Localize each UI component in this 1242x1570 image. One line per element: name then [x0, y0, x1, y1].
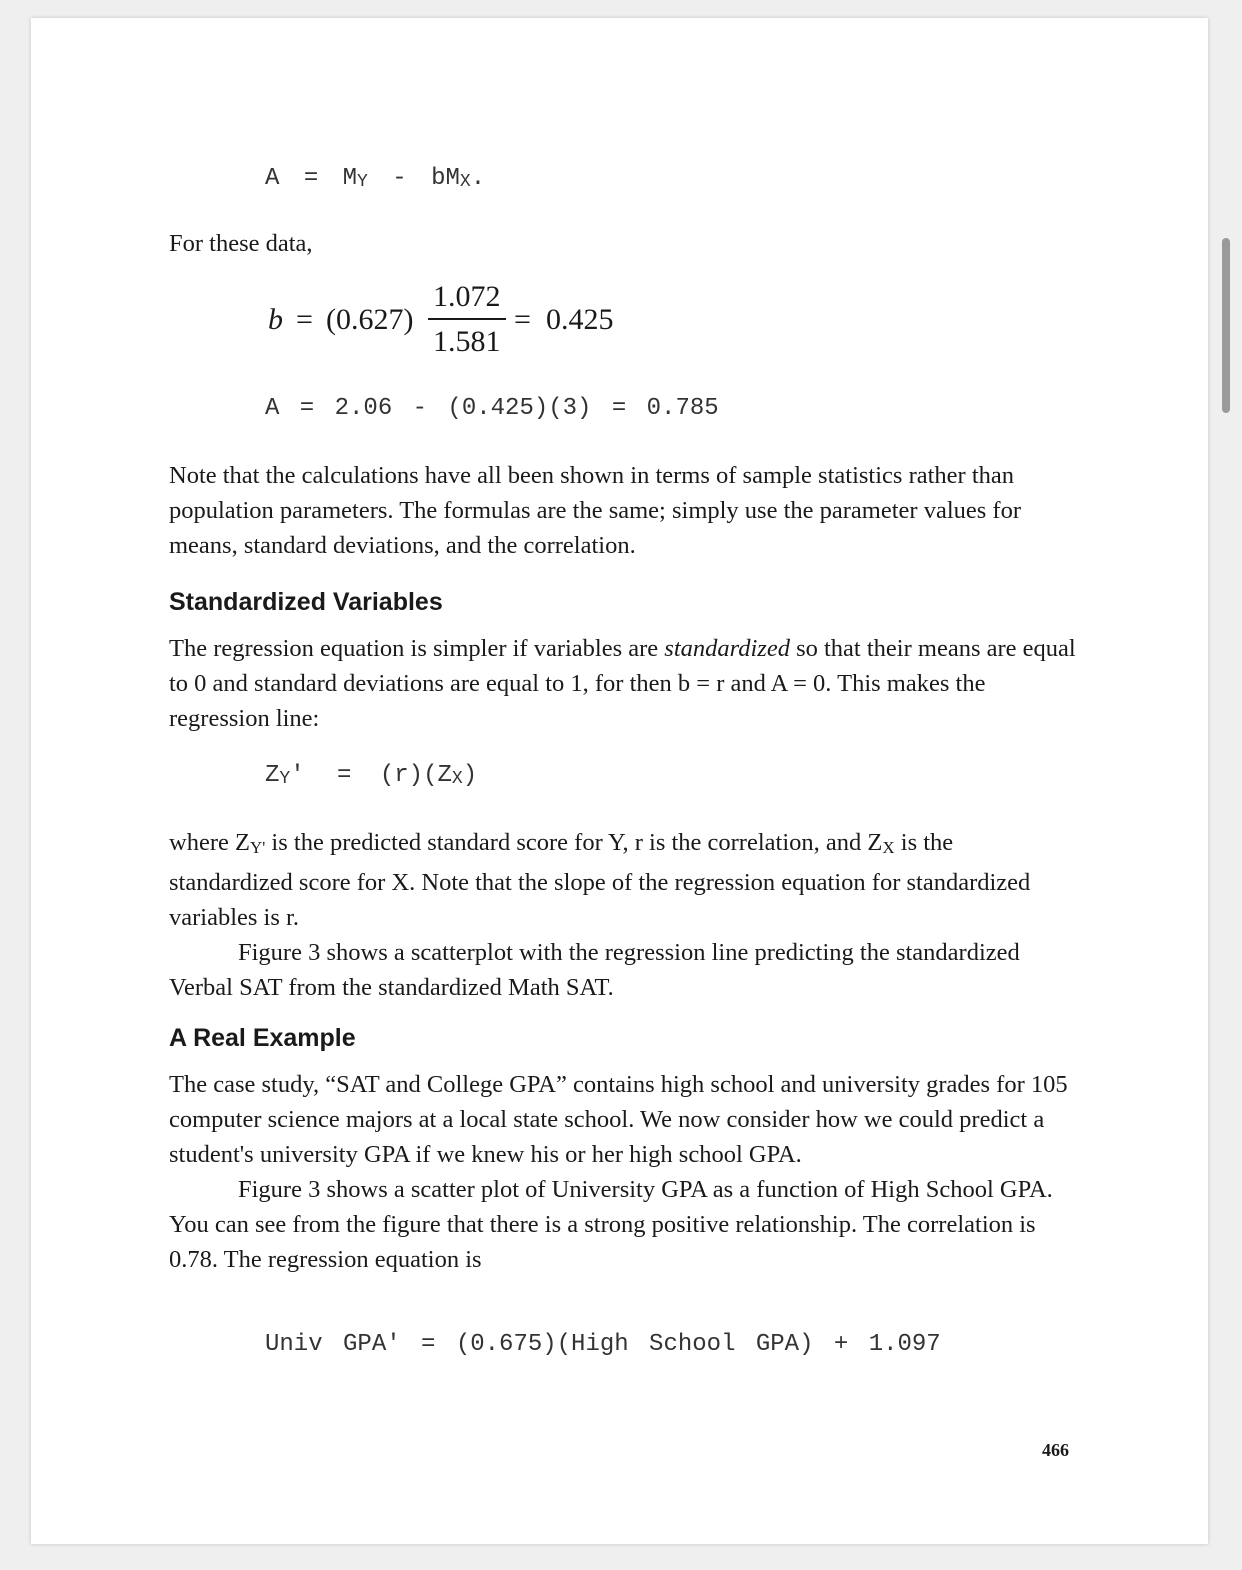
b-denominator: 1.581 — [433, 325, 501, 358]
where-text-c: is the standardized score for X. Note that the slope of the regression equation for standardized variables is r. — [169, 829, 1031, 931]
z-formula-eq: = — [337, 762, 352, 789]
z-formula-zx-sub: X — [451, 769, 463, 789]
scatter-plot-text: Figure 3 shows a scatter plot of University GPA as a function of High School GPA. You can see from the figure that there is a strong positive relationship. The correlation is 0.78. The regression equation is — [169, 1176, 1053, 1273]
b-equals-2: = — [514, 303, 531, 336]
z-formula-zy: Z — [265, 762, 280, 789]
z-formula-zy-sub: Y — [279, 769, 291, 789]
z-formula-prime: ' — [290, 762, 305, 789]
z-formula-r: (r) — [379, 762, 424, 789]
figure3-text: Figure 3 shows a scatterplot with the regression line predicting the standardized Verbal SAT from the standardized Math SAT. — [169, 939, 1020, 1001]
standardized-emphasis: standardized — [664, 635, 790, 662]
b-numerator: 1.072 — [433, 280, 501, 313]
scrollbar-thumb[interactable] — [1222, 238, 1230, 413]
intro-text: For these data, — [169, 230, 313, 257]
where-paragraph — [169, 825, 1079, 1005]
where-text-a: where Z — [169, 829, 250, 856]
note-text: Note that the calculations have all been shown in terms of sample statistics rather than population parameters. The formulas are the same; simply use the parameter values for means, standard deviations, and the correlation. — [169, 462, 1021, 559]
heading-real-example: A Real Example — [169, 1024, 356, 1052]
a-calculation: A = 2.06 - (0.425)(3) = 0.785 — [265, 395, 719, 422]
formula-a-end: . — [470, 165, 486, 192]
formula-a-lhs: A — [265, 165, 280, 192]
regression-equation: Univ GPA' = (0.675)(High School GPA) + 1.097 — [265, 1331, 941, 1358]
note-paragraph — [169, 458, 1079, 563]
where-text — [169, 825, 1079, 935]
b-symbol: b — [268, 303, 283, 336]
b-equals: = — [296, 303, 313, 336]
formula-a — [265, 165, 485, 192]
page-number: 466 — [1042, 1440, 1069, 1460]
where-sub-x: X — [882, 838, 895, 857]
case-study-text: The case study, “SAT and College GPA” contains high school and university grades for 105 computer science majors at a local state school. We now consider how we could predict a student's university GPA if we knew his or her high school GPA. — [169, 1071, 1068, 1168]
where-text-b: is the predicted standard score for Y, r is the correlation, and Z — [265, 829, 883, 856]
standardized-paragraph — [169, 631, 1079, 736]
formula-a-bmx-sub: X — [459, 172, 471, 192]
formula-a-minus: - — [392, 165, 407, 192]
formula-a-my-sub: Y — [357, 172, 368, 192]
heading-standardized-variables: Standardized Variables — [169, 588, 443, 616]
b-coefficient: (0.627) — [326, 303, 414, 336]
real-example-paragraph — [169, 1067, 1079, 1277]
standardized-text — [169, 631, 1079, 736]
z-formula — [265, 762, 477, 789]
z-formula-close: ) — [462, 762, 478, 789]
formula-a-bmx: bM — [431, 165, 460, 192]
where-sub-y: Y' — [249, 838, 266, 857]
standardized-text-b: so that their means are equal to 0 and standard deviations are equal to 1, for then b = r and A = 0. This makes the regression line: — [169, 635, 1076, 732]
fraction-bar — [428, 318, 506, 320]
standardized-text-a: The regression equation is simpler if variables are — [169, 635, 665, 662]
formula-a-eq: = — [303, 165, 319, 192]
formula-a-my: M — [342, 165, 358, 192]
b-result: 0.425 — [546, 303, 614, 336]
z-formula-zx: (Z — [423, 762, 452, 789]
